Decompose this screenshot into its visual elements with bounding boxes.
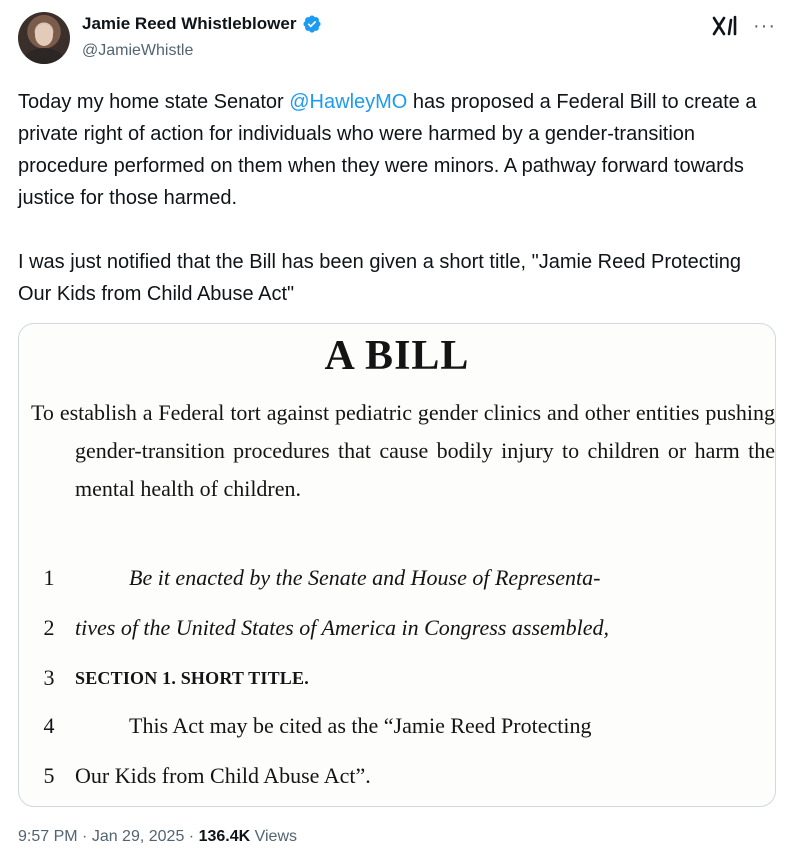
tweet-header	[18, 10, 776, 66]
meta-separator: ·	[184, 828, 199, 845]
tweet-paragraph-2: I was just notified that the Bill has been given a short title, "Jamie Reed Protecting Our Kids from Child Abuse Act"	[18, 251, 742, 305]
header-actions	[711, 14, 776, 38]
line-number: 2	[43, 615, 55, 640]
mention-link[interactable]: @HawleyMO	[289, 91, 408, 113]
tweet-media-image[interactable]	[18, 323, 776, 807]
tweet-date[interactable]: Jan 29, 2025	[91, 828, 185, 845]
avatar-face	[35, 24, 53, 46]
bill-title: A BILL	[324, 333, 470, 379]
tweet-time[interactable]: 9:57 PM	[18, 828, 78, 845]
tweet-paragraph-1	[18, 86, 778, 214]
grok-icon[interactable]	[711, 14, 739, 38]
bill-purpose: To establish a Federal tort against pediatric gender clinics and other entities pushing gender-transition procedures that cause bodily injury to children or harm the mental health of children.	[31, 400, 775, 501]
line-text: Be it enacted by the Senate and House of Representa-	[129, 565, 601, 590]
tweet-text	[18, 86, 778, 310]
line-text: Our Kids from Child Abuse Act”.	[75, 763, 371, 788]
line-text: This Act may be cited as the “Jamie Reed Protecting	[129, 713, 592, 738]
line-number: 5	[43, 763, 55, 788]
line-number: 4	[43, 713, 55, 738]
avatar-shoulders	[24, 48, 64, 64]
author-name-row[interactable]	[82, 14, 322, 34]
tweet-p1-after: has proposed a Federal Bill to create a private right of action for individuals who were harmed by a gender-transition procedure performed on them when they were minors. A pathway forward towards justice for those harmed.	[18, 91, 757, 209]
line-number: 3	[43, 665, 55, 690]
views-label: Views	[250, 828, 297, 845]
line-text: SECTION 1. SHORT TITLE.	[75, 668, 309, 688]
views-count: 136.4K	[198, 828, 251, 845]
more-options-icon[interactable]: ···	[753, 15, 776, 37]
tweet-p1-before: Today my home state Senator	[18, 91, 290, 113]
verified-badge-icon	[302, 14, 322, 34]
bill-document	[19, 324, 775, 806]
author-handle[interactable]: @JamieWhistle	[82, 42, 194, 59]
author-display-name[interactable]: Jamie Reed Whistleblower	[82, 14, 297, 33]
meta-separator: ·	[77, 828, 92, 845]
avatar[interactable]	[18, 12, 70, 64]
line-number: 1	[43, 565, 55, 590]
line-text: tives of the United States of America in Congress assembled,	[75, 615, 610, 640]
tweet-meta	[18, 828, 297, 846]
